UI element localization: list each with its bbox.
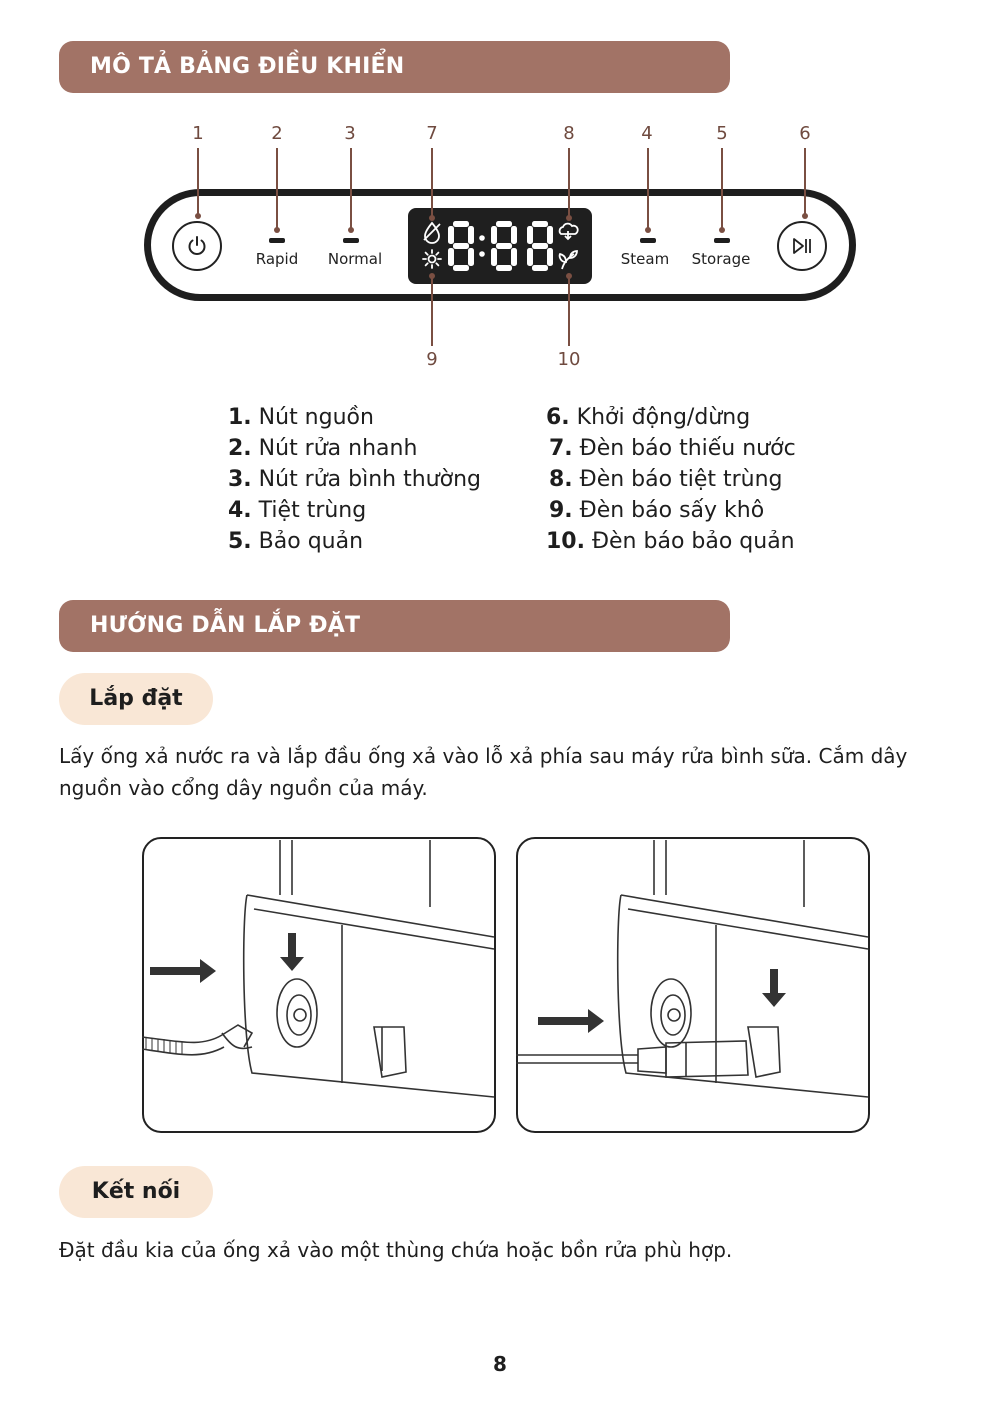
callout-5: 5	[716, 123, 728, 144]
installation-section-title: HƯỚNG DẪN LẮP ĐẶT	[59, 600, 730, 652]
leader-line-8	[568, 148, 570, 218]
power-button[interactable]	[172, 221, 222, 271]
play-pause-icon	[790, 234, 814, 258]
display-segment	[511, 226, 517, 244]
page-number: 8	[493, 1352, 507, 1376]
leaf-storage-icon	[560, 251, 577, 269]
water-drop-off-icon	[424, 223, 440, 243]
leader-dot-5	[719, 227, 725, 233]
display-segment	[453, 243, 469, 249]
steam-button-label[interactable]: Steam	[620, 250, 670, 268]
display-segment	[527, 248, 533, 266]
legend-item-2: 2. Nút rửa nhanh	[228, 436, 418, 461]
rapid-button-label[interactable]: Rapid	[255, 250, 299, 268]
start-stop-button[interactable]	[777, 221, 827, 271]
display-segment	[496, 243, 512, 249]
leader-line-1	[197, 148, 199, 216]
storage-indicator	[714, 238, 730, 243]
display-segment	[453, 265, 469, 271]
leader-dot-6	[802, 213, 808, 219]
leader-dot-9	[429, 273, 435, 279]
control-panel-section-title: MÔ TẢ BẢNG ĐIỀU KHIỂN	[59, 41, 730, 93]
leader-line-5	[721, 148, 723, 230]
leader-dot-4	[645, 227, 651, 233]
legend-item-10: 10. Đèn báo bảo quản	[546, 529, 795, 554]
callout-9: 9	[426, 349, 438, 370]
illustration-drain-hose-insert	[142, 837, 496, 1133]
legend-left-list	[228, 402, 481, 557]
display-segment	[532, 221, 548, 227]
display-segment	[527, 226, 533, 244]
display-segment	[468, 226, 474, 244]
display-segment	[532, 265, 548, 271]
leader-dot-2	[274, 227, 280, 233]
legend-item-9: 9. Đèn báo sấy khô	[549, 498, 765, 523]
digital-display	[408, 208, 592, 284]
display-segment	[453, 221, 469, 227]
callout-6: 6	[799, 123, 811, 144]
steam-indicator	[640, 238, 656, 243]
leader-line-6	[804, 148, 806, 216]
legend-item-5: 5. Bảo quản	[228, 529, 364, 554]
callout-3: 3	[344, 123, 356, 144]
legend-right-list	[546, 402, 796, 557]
power-icon	[185, 234, 209, 258]
leader-dot-1	[195, 213, 201, 219]
display-segment	[532, 243, 548, 249]
legend-item-1: 1. Nút nguồn	[228, 405, 374, 430]
legend-item-3: 3. Nút rửa bình thường	[228, 467, 481, 492]
display-segment	[496, 221, 512, 227]
callout-1: 1	[192, 123, 204, 144]
display-segment	[448, 248, 454, 266]
legend-item-8: 8. Đèn báo tiệt trùng	[549, 467, 783, 492]
leader-dot-10	[566, 273, 572, 279]
legend-item-6: 6. Khởi động/dừng	[546, 405, 751, 430]
display-segment	[468, 248, 474, 266]
connect-subheading: Kết nối	[59, 1166, 213, 1218]
display-segment	[511, 248, 517, 266]
callout-7: 7	[426, 123, 438, 144]
display-segment	[547, 248, 553, 266]
install-instructions: Lấy ống xả nước ra và lắp đầu ống xả vào lỗ xả phía sau máy rửa bình sữa. Cắm dây nguồn vào cổng dây nguồn của máy.	[59, 744, 908, 800]
display-segment	[547, 226, 553, 244]
leader-line-9	[431, 276, 433, 346]
display-graphics	[408, 208, 592, 284]
display-segment	[448, 226, 454, 244]
sun-dry-icon	[423, 250, 441, 268]
storage-button-label[interactable]: Storage	[691, 250, 751, 268]
display-segment	[491, 248, 497, 266]
leader-line-3	[350, 148, 352, 230]
leader-dot-8	[566, 215, 572, 221]
normal-button-label[interactable]: Normal	[327, 250, 383, 268]
callout-4: 4	[641, 123, 653, 144]
legend-item-7: 7. Đèn báo thiếu nước	[549, 436, 796, 461]
legend-item-4: 4. Tiệt trùng	[228, 498, 367, 523]
callout-10: 10	[557, 349, 581, 370]
display-segment	[491, 226, 497, 244]
connect-instructions: Đặt đầu kia của ống xả vào một thùng chứa hoặc bồn rửa phù hợp.	[59, 1238, 733, 1262]
leader-line-4	[647, 148, 649, 230]
rapid-indicator	[269, 238, 285, 243]
leader-line-2	[276, 148, 278, 230]
leader-dot-7	[429, 215, 435, 221]
leader-dot-3	[348, 227, 354, 233]
leader-line-10	[568, 276, 570, 346]
steam-cloud-icon	[560, 224, 578, 239]
callout-8: 8	[563, 123, 575, 144]
illustration-power-cord-connect	[516, 837, 870, 1133]
install-subheading: Lắp đặt	[59, 673, 213, 725]
normal-indicator	[343, 238, 359, 243]
callout-2: 2	[271, 123, 283, 144]
leader-line-7	[431, 148, 433, 218]
display-segment	[496, 265, 512, 271]
